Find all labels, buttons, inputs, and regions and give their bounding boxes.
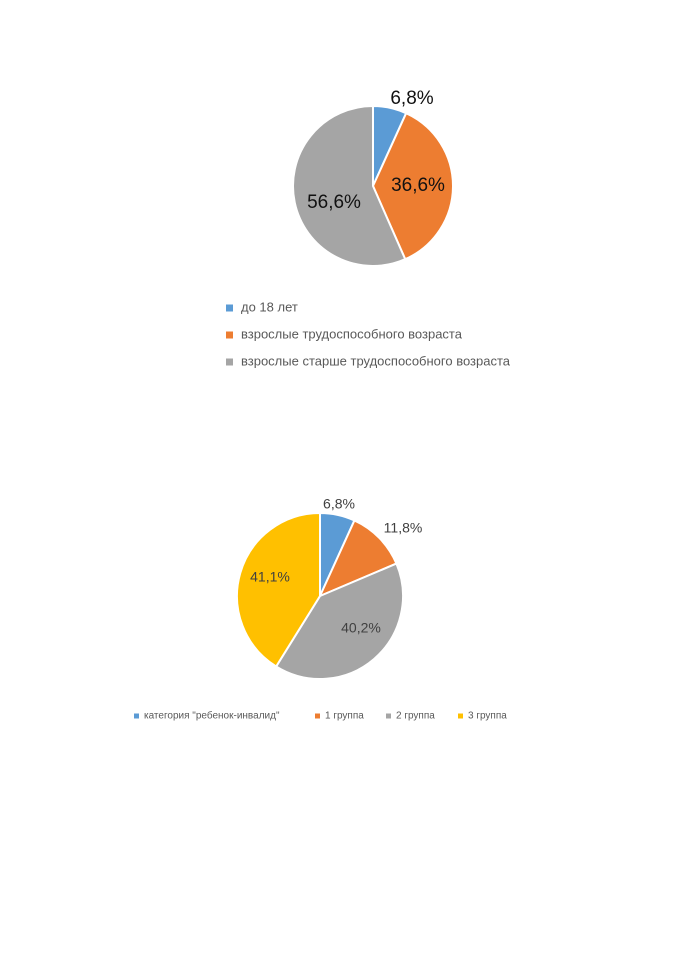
legend-marker-1	[315, 714, 320, 719]
legend-label-0: категория "ребенок-инвалид"	[144, 710, 280, 722]
data-label-2: 40,2%	[341, 619, 381, 636]
legend-marker-0	[134, 714, 139, 719]
legend-label-3: 3 группа	[468, 710, 507, 722]
legend-marker-3	[458, 714, 463, 719]
legend-label-2: 2 группа	[396, 710, 435, 722]
legend-label-0: до 18 лет	[241, 299, 298, 315]
legend-label-2: взрослые старше трудоспособного возраста	[241, 353, 511, 369]
data-label-0: 6,8%	[323, 495, 355, 512]
data-label-1: 11,8%	[383, 519, 423, 536]
data-label-1: 36,6%	[391, 175, 445, 197]
legend-marker-2	[386, 714, 391, 719]
data-label-3: 41,1%	[250, 568, 290, 585]
data-label-0: 6,8%	[390, 88, 434, 110]
legend-label-1: взрослые трудоспособного возраста	[241, 326, 462, 342]
legend-label-1: 1 группа	[325, 710, 364, 722]
data-label-2: 56,6%	[307, 192, 361, 214]
